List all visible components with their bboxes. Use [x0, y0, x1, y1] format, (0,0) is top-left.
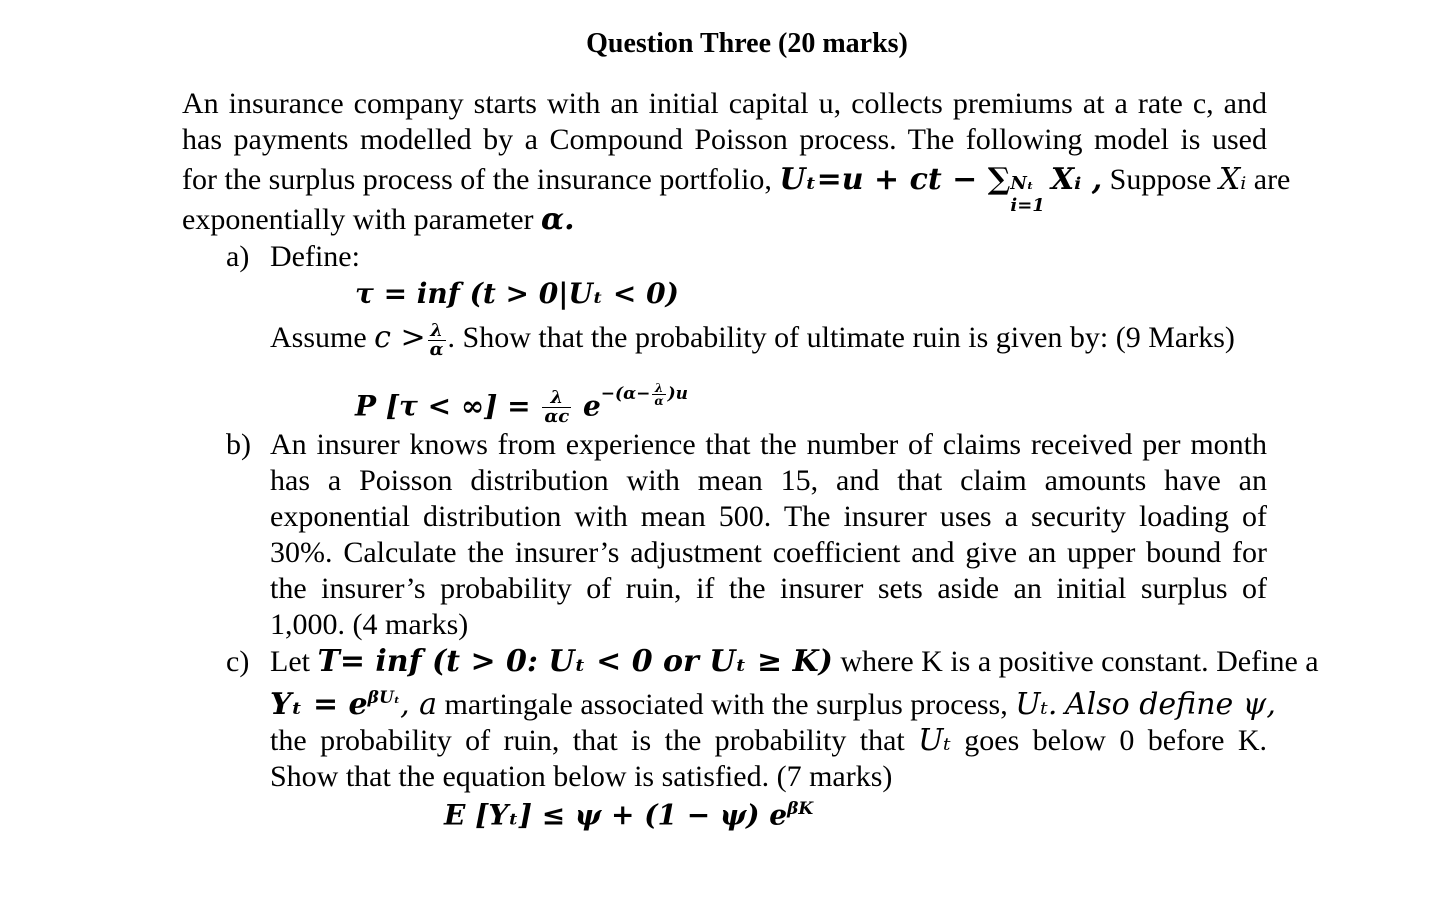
part-b-paragraph	[270, 427, 1267, 643]
part-b-line: An insurer knows from experience that the number of claims received per month	[270, 428, 1267, 461]
intro-are: are	[1253, 163, 1291, 196]
part-b-line: 30%. Calculate the insurer’s adjustment coefficient and give an upper bound for	[270, 536, 1267, 569]
part-a-marker: a)	[226, 240, 250, 273]
alpha-symbol: α.	[541, 202, 575, 237]
part-c-line-2: $Y_t = e^{\beta U_t}$, a martingale associated with the surplus process, Uₜ. Also define ψ,	[270, 687, 1276, 722]
part-b-marker: b)	[226, 428, 251, 461]
intro-suppose: Suppose	[1109, 163, 1212, 196]
intro-line-4: exponentially with parameter α.	[182, 202, 575, 237]
part-c-line-1: Let T= inf (t > 0: Uₜ < 0 or Uₜ ≥ K) where K is a positive constant. Define a	[270, 644, 1319, 679]
part-b-line: has a Poisson distribution with mean 15, and that claim amounts have an	[270, 464, 1267, 497]
part-a-assume: Assume c > $\frac{\lambda}{\alpha}$ . Show that the probability of ultimate ruin is given by: (9 Marks)	[270, 319, 1235, 360]
ruin-probability-formula: P [τ < ∞] = $\frac{\lambda}{\alpha c}$ $e^{-(\alpha- \frac{\lambda}{\alpha} )u}$	[355, 381, 689, 428]
part-b-line: 1,000. (4 marks)	[270, 608, 469, 641]
surplus-formula: Uₜ=u + ct − ∑ Nₜ i=1 Xᵢ ,	[779, 162, 1103, 216]
part-c-paragraph	[270, 644, 1319, 795]
intro-line-3	[182, 158, 1291, 216]
intro-paragraph	[182, 86, 1291, 238]
lambda-over-alpha: $\frac{\lambda}{\alpha}$	[429, 319, 444, 360]
part-b-line: exponential distribution with mean 500. The insurer uses a security loading of	[270, 500, 1267, 533]
part-b-line: the insurer’s probability of ruin, if the insurer sets aside an initial surplus of	[270, 572, 1267, 605]
martingale-inequality: E [Yₜ] ≤ ψ + (1 − ψ) $e^{\beta K}$	[444, 798, 814, 832]
part-c-line-4: Show that the equation below is satisfied. (7 marks)	[270, 760, 893, 793]
intro-line-1: An insurance company starts with an initial capital u, collects premiums at a rate c, and	[182, 87, 1267, 120]
tau-definition: τ = inf (t > 0|Uₜ < 0)	[355, 277, 679, 310]
part-a-define: Define:	[270, 240, 360, 273]
question-title: Question Three (20 marks)	[586, 28, 908, 59]
part-c-line-3: the probability of ruin, that is the probability that Uₜ goes below 0 before K.	[270, 723, 1267, 758]
intro-xi: Xᵢ	[1218, 162, 1247, 197]
intro-line-3-text: for the surplus process of the insurance portfolio,	[182, 163, 772, 196]
part-c-marker: c)	[226, 645, 250, 678]
intro-line-2: has payments modelled by a Compound Poisson process. The following model is used	[182, 123, 1267, 156]
